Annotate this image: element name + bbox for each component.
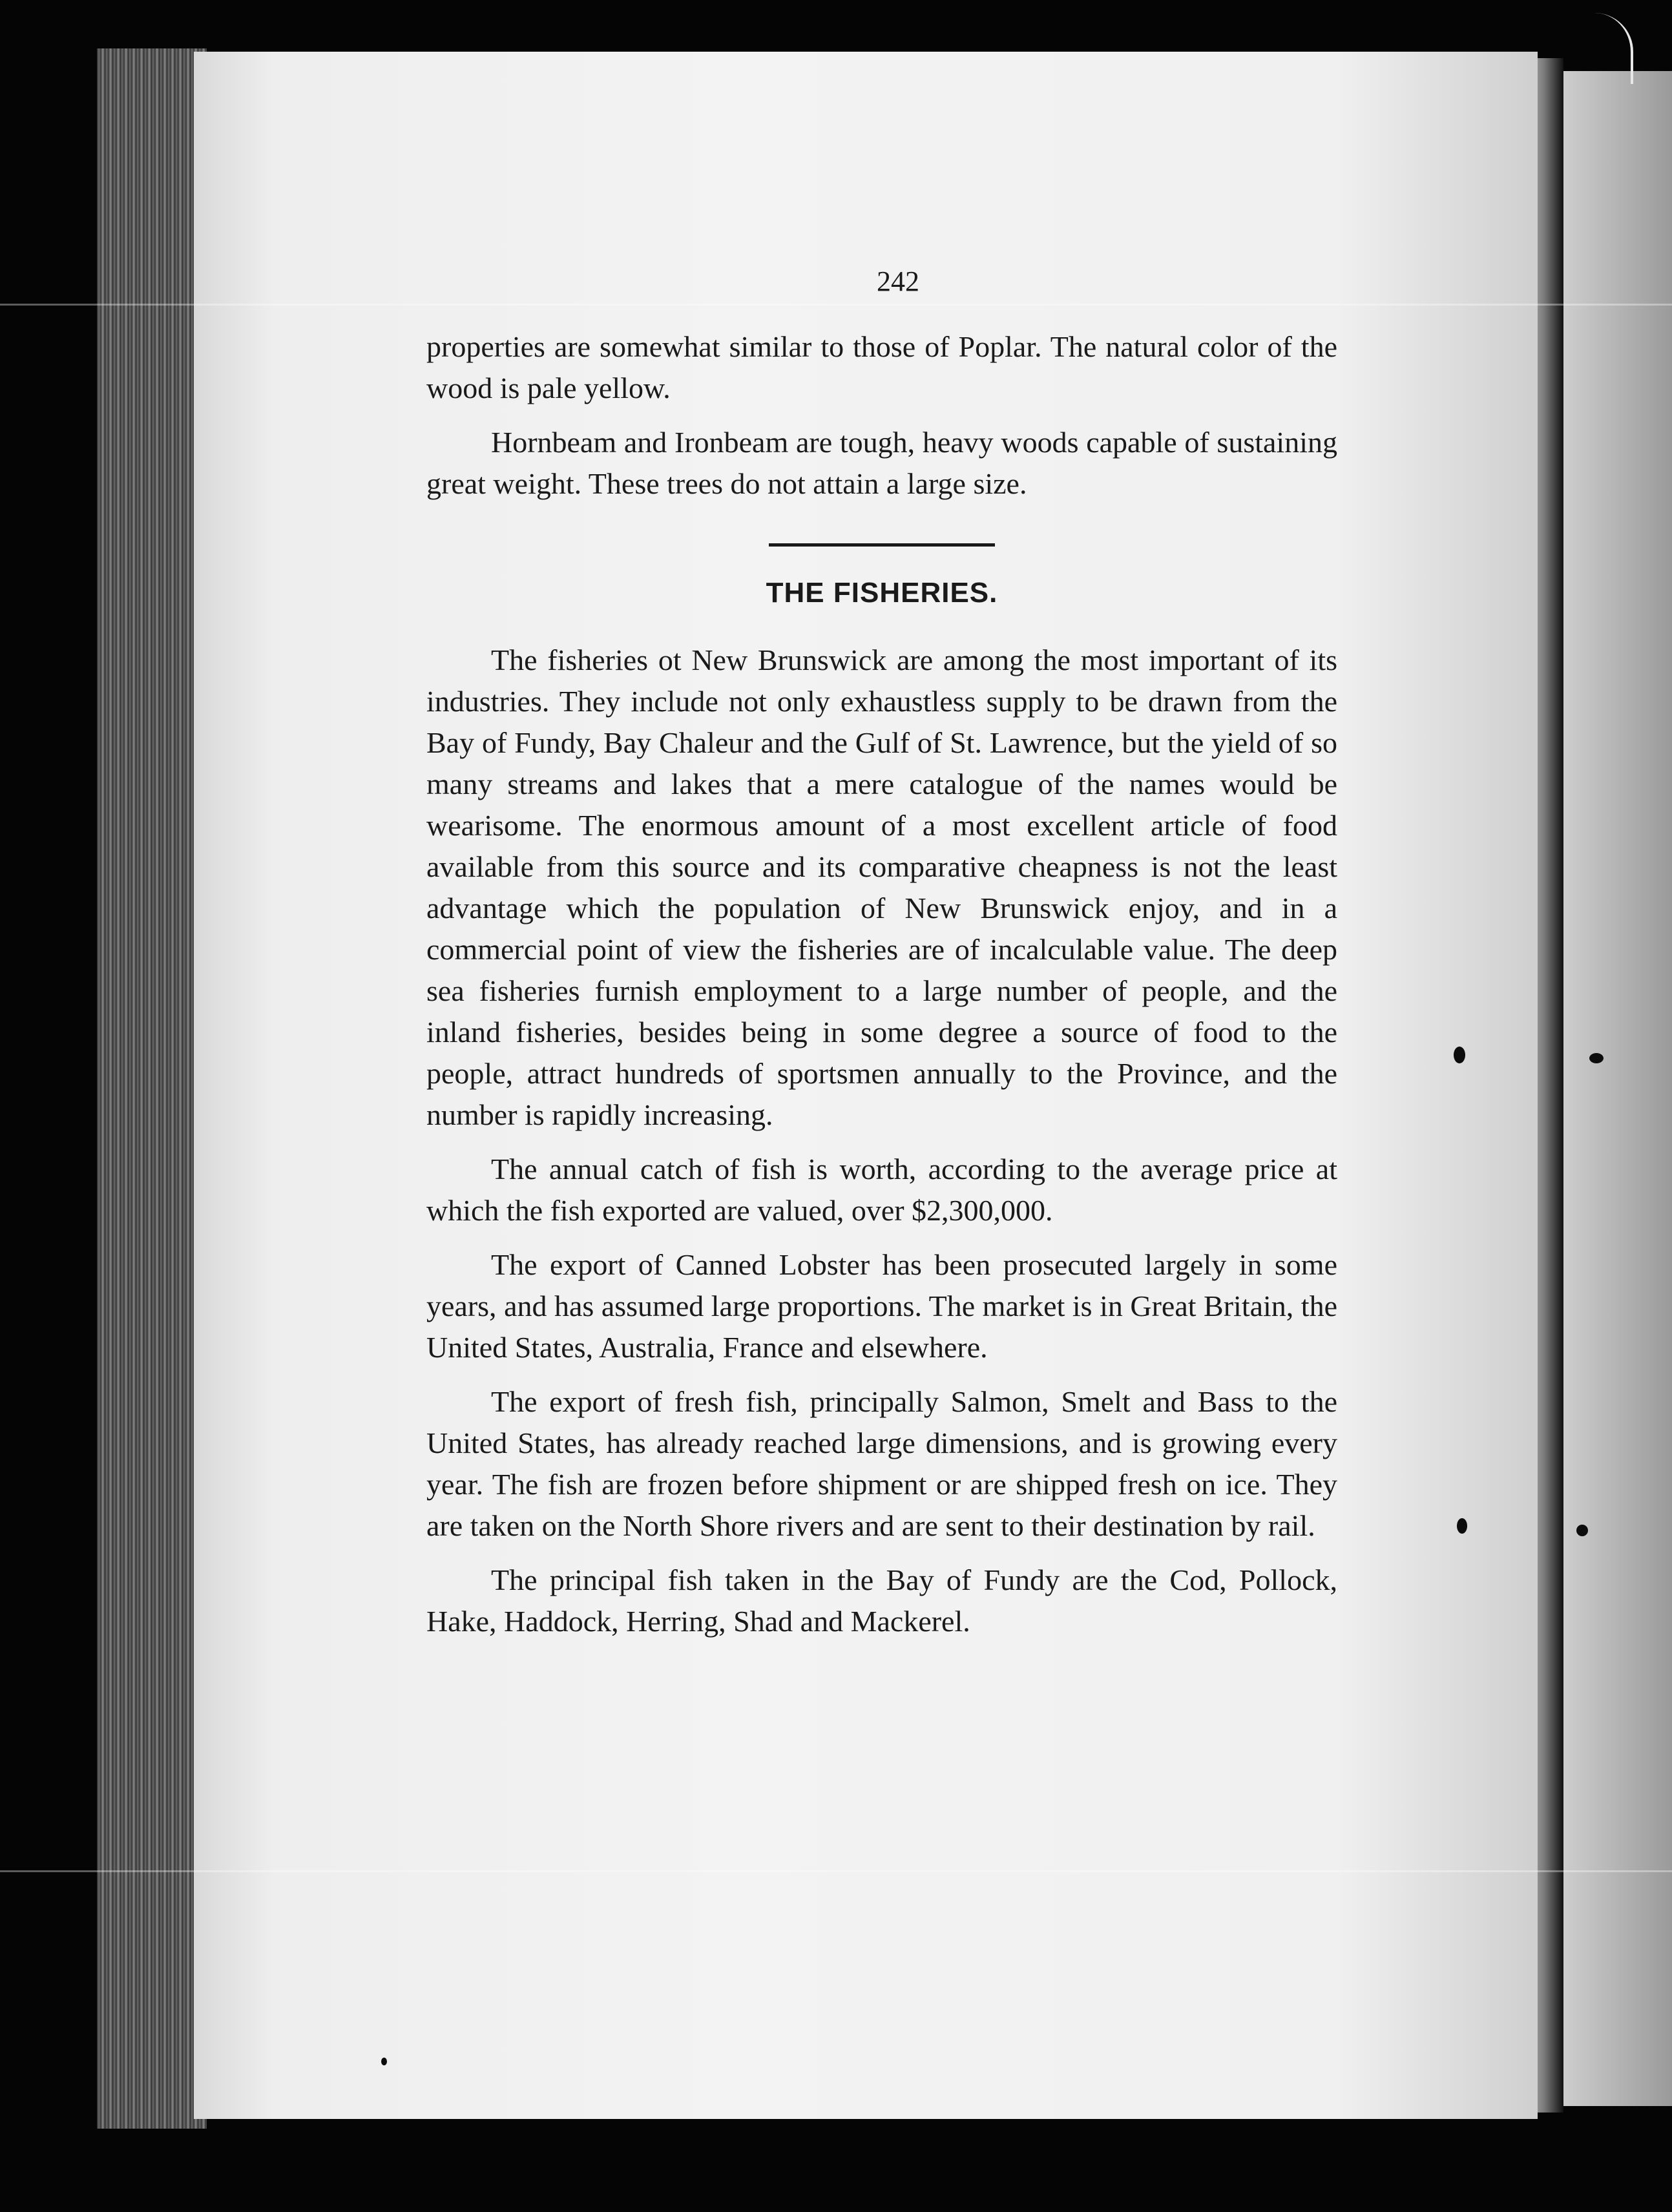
- paragraph-bay-of-fundy: The principal fish taken in the Bay of Fundy are the Cod, Pollock, Hake, Haddock, Herring, Shad and Mackerel.: [426, 1563, 1337, 1638]
- facing-page: [1547, 71, 1672, 2106]
- book-page-edges: [97, 48, 207, 2129]
- paragraph-continued: properties are somewhat similar to those of Poplar. The natural color of the wood is pale yellow.: [426, 330, 1337, 404]
- scan-speck: [1576, 1525, 1588, 1536]
- scan-speck: [1589, 1053, 1604, 1063]
- section-divider: [769, 543, 995, 547]
- paragraph-canned-lobster: The export of Canned Lobster has been prosecuted largely in some years, and has assumed large proportions. The market is in Great Britain, the United States, Australia, France and elsewhere.: [426, 1248, 1337, 1364]
- paragraph-annual-catch: The annual catch of fish is worth, according to the average price at which the fish exported are valued, over $2,300,000.: [426, 1153, 1337, 1227]
- page-number: 242: [877, 266, 919, 297]
- paragraph-hornbeam: Hornbeam and Ironbeam are tough, heavy woods capable of sustaining great weight. These trees do not attain a large size.: [426, 426, 1337, 500]
- paragraph-fresh-fish: The export of fresh fish, principally Salmon, Smelt and Bass to the United States, has already reached large dimensions, and is growing every year. The fish are frozen before shipment or are shipped fresh on ice. They are taken on the North Shore rivers and are sent to their destination by rail.: [426, 1385, 1337, 1542]
- page-text: [426, 326, 1337, 1655]
- scan-speck: [1454, 1047, 1465, 1063]
- scan-artifact-line: [0, 1870, 1672, 1872]
- scan-speck: [381, 2058, 387, 2065]
- scan-corner-mark: [1592, 13, 1633, 84]
- scan-speck: [1457, 1518, 1467, 1534]
- paragraph-fisheries-intro: The fisheries ot New Brunswick are among the most important of its industries. They include not only exhaustless supply to be drawn from the Bay of Fundy, Bay Chaleur and the Gulf of St. Lawrence, but the yield of so many streams and lakes that a mere catalogue of the names would be wearisome. The enormous amount of a most excellent article of food available from this source and its comparative cheapness is not the least advantage which the population of New Brunswick enjoy, and in a commercial point of view the fisheries are of incalculable value. The deep sea fisheries furnish employment to a large number of people, and the inland fisheries, besides being in some degree a source of food to the people, attract hundreds of sportsmen annually to the Province, and the number is rapidly increasing.: [426, 643, 1337, 1131]
- section-title: THE FISHERIES.: [766, 577, 998, 609]
- scan-artifact-line: [0, 304, 1672, 306]
